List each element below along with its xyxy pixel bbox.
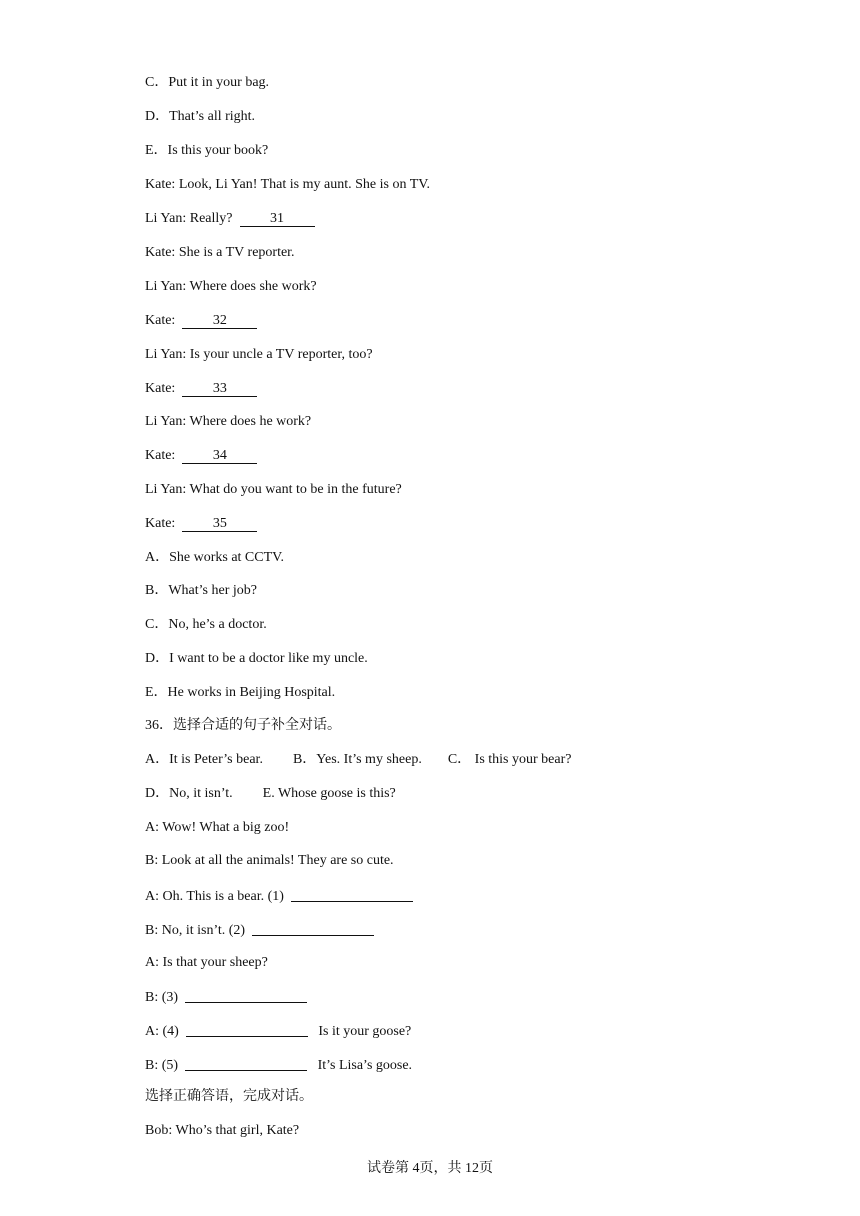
page-footer: 试卷第 4页，共 12页 (367, 1161, 493, 1176)
q36-options-row-1 (145, 751, 571, 769)
answer-blank-31[interactable]: 31 (240, 211, 315, 227)
dialogue-text: B: (5) (145, 1058, 179, 1073)
option-c-line: C．Put it in your bag. (145, 75, 270, 90)
answer-blank-3[interactable] (185, 987, 307, 1003)
q36-option-c: C． Is this your bear? (447, 752, 572, 767)
option-d-line: D．I want to be a doctor like my uncle. (145, 651, 368, 666)
dialogue-kate-33 (145, 380, 257, 398)
dialogue-text: A: (4) (145, 1024, 179, 1039)
answer-blank-33[interactable]: 33 (182, 381, 257, 397)
dialogue-text: B: (3) (145, 990, 179, 1005)
dialogue-text: Li Yan: Really? (145, 211, 233, 226)
answer-blank-5[interactable] (185, 1055, 307, 1071)
q36-options-row-2 (145, 785, 396, 803)
option-e-line: E．Is this your book? (145, 143, 269, 158)
dialogue-text: Kate: (145, 448, 176, 463)
answer-blank-2[interactable] (252, 920, 374, 936)
next-question-line: Bob: Who’s that girl, Kate? (145, 1123, 300, 1138)
dialogue-li-yan-where-he: Li Yan: Where does he work? (145, 414, 312, 429)
dialogue-li-yan-where-she: Li Yan: Where does she work? (145, 279, 317, 294)
q36-option-d: D．No, it isn’t. (145, 786, 233, 801)
answer-blank-32[interactable]: 32 (182, 313, 257, 329)
option-e-line: E．He works in Beijing Hospital. (145, 685, 336, 700)
answer-blank-34[interactable]: 34 (182, 448, 257, 464)
q36-dialog-line-2: B: Look at all the animals! They are so cute. (145, 853, 394, 868)
dialogue-kate-reporter: Kate: She is a TV reporter. (145, 245, 295, 260)
q36-option-b: B．Yes. It’s my sheep. (292, 752, 422, 767)
dialogue-li-yan-really (145, 210, 315, 228)
q36-dialog-line-7 (145, 1021, 411, 1041)
dialogue-text: A: Oh. This is a bear. (1) (145, 889, 284, 904)
option-c-line: C．No, he’s a doctor. (145, 617, 267, 632)
answer-blank-35[interactable]: 35 (182, 516, 257, 532)
answer-blank-1[interactable] (291, 886, 413, 902)
dialogue-kate-aunt: Kate: Look, Li Yan! That is my aunt. She is on TV. (145, 177, 431, 192)
option-d-line: D．That’s all right. (145, 109, 256, 124)
q36-dialog-line-1: A: Wow! What a big zoo! (145, 820, 290, 835)
q36-option-e: E. Whose goose is this? (262, 786, 396, 801)
question-36-title: 36．选择合适的句子补全对话。 (145, 718, 341, 733)
q36-dialog-line-4 (145, 920, 374, 940)
dialogue-text: Kate: (145, 313, 176, 328)
dialogue-text: Kate: (145, 381, 176, 396)
q36-dialog-line-3 (145, 886, 413, 906)
dialogue-li-yan-uncle: Li Yan: Is your uncle a TV reporter, too? (145, 347, 373, 362)
dialogue-text: B: No, it isn’t. (2) (145, 923, 246, 938)
dialogue-li-yan-future: Li Yan: What do you want to be in the future? (145, 482, 402, 497)
q36-dialog-line-5: A: Is that your sheep? (145, 955, 268, 970)
dialogue-kate-34 (145, 447, 257, 465)
next-question-title: 选择正确答语，完成对话。 (145, 1089, 313, 1104)
option-a-line: A．She works at CCTV. (145, 550, 284, 565)
q36-dialog-line-6 (145, 987, 307, 1007)
q36-option-a: A．It is Peter’s bear. (145, 752, 263, 767)
dialogue-text: It’s Lisa’s goose. (317, 1058, 413, 1073)
answer-blank-4[interactable] (186, 1021, 308, 1037)
q36-dialog-line-8 (145, 1055, 412, 1075)
option-b-line: B．What’s her job? (145, 583, 257, 598)
dialogue-kate-35 (145, 515, 257, 533)
dialogue-kate-32 (145, 312, 257, 330)
dialogue-text: Is it your goose? (318, 1024, 412, 1039)
dialogue-text: Kate: (145, 516, 176, 531)
